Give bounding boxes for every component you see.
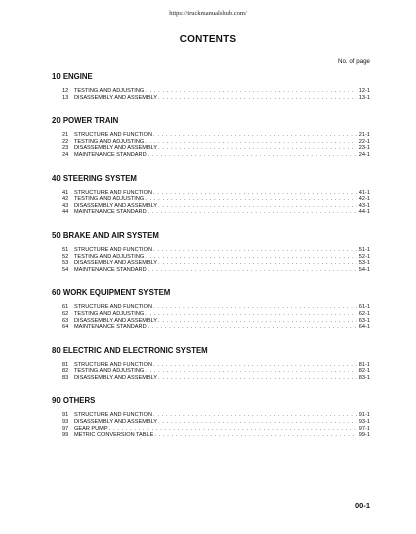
- section-title: 60 WORK EQUIPMENT SYSTEM: [52, 288, 171, 298]
- entry-number: 51: [62, 246, 69, 253]
- entry-title: DISASSEMBLY AND ASSEMBLY: [74, 374, 158, 381]
- entry-title: TESTING AND ADJUSTING: [74, 253, 145, 260]
- entry-number: 42: [62, 196, 69, 203]
- entry-page: 13-1: [358, 94, 370, 101]
- entry-title: TESTING AND ADJUSTING: [74, 196, 145, 203]
- entry-number: 64: [62, 324, 69, 331]
- entry-title: DISASSEMBLY AND ASSEMBLY: [74, 94, 158, 101]
- contents-entry: [52, 139, 370, 146]
- contents-entry: [52, 152, 370, 159]
- dot-leader: [145, 196, 357, 203]
- entry-page: 44-1: [358, 209, 370, 216]
- entry-title: MAINTENANCE STANDARD: [74, 266, 147, 273]
- entry-number: 83: [62, 374, 69, 381]
- dot-leader: [153, 132, 357, 139]
- entry-page: 63-1: [358, 317, 370, 324]
- dot-leader: [148, 209, 357, 216]
- entry-page: 83-1: [358, 374, 370, 381]
- contents-section: [52, 288, 370, 330]
- page-column-label: No. of page: [338, 58, 370, 65]
- contents-entry: [52, 88, 370, 95]
- entry-number: 97: [62, 425, 69, 432]
- contents-entry: [52, 318, 370, 325]
- entry-title: STRUCTURE AND FUNCTION: [74, 246, 153, 253]
- entry-title: MAINTENANCE STANDARD: [74, 324, 147, 331]
- entry-number: 62: [62, 310, 69, 317]
- entry-page: 81-1: [358, 361, 370, 368]
- contents-entry: [52, 426, 370, 433]
- entry-page: 22-1: [358, 138, 370, 145]
- entry-title: TESTING AND ADJUSTING: [74, 138, 145, 145]
- entry-title: DISASSEMBLY AND ASSEMBLY: [74, 145, 158, 152]
- contents-entry: [52, 95, 370, 102]
- dot-leader: [145, 311, 357, 318]
- contents-entry: [52, 247, 370, 254]
- dot-leader: [158, 95, 357, 102]
- dot-leader: [153, 304, 357, 311]
- dot-leader: [158, 375, 357, 382]
- dot-leader: [158, 260, 357, 267]
- entry-number: 52: [62, 253, 69, 260]
- section-title: 40 STEERING SYSTEM: [52, 173, 137, 183]
- entry-title: TESTING AND ADJUSTING: [74, 88, 145, 94]
- entry-page: 23-1: [358, 145, 370, 152]
- entry-number: 43: [62, 202, 69, 209]
- dot-leader: [158, 203, 357, 210]
- section-title: 90 OTHERS: [52, 396, 96, 406]
- entry-number: 24: [62, 151, 69, 158]
- entry-page: 61-1: [358, 304, 370, 311]
- entry-page: 82-1: [358, 368, 370, 375]
- entry-page: 21-1: [358, 132, 370, 139]
- entry-page: 91-1: [358, 412, 370, 419]
- contents-entry: [52, 254, 370, 261]
- dot-leader: [109, 426, 357, 433]
- entry-number: 54: [62, 266, 69, 273]
- entry-page: 54-1: [358, 266, 370, 273]
- contents-entry: [52, 260, 370, 267]
- dot-leader: [148, 267, 357, 274]
- page-number: 00-1: [354, 501, 370, 510]
- contents-section: [52, 116, 370, 158]
- dot-leader: [158, 318, 357, 325]
- contents-entry: [52, 190, 370, 197]
- dot-leader: [148, 324, 357, 331]
- entry-page: 41-1: [358, 189, 370, 196]
- entry-title: STRUCTURE AND FUNCTION: [74, 361, 153, 368]
- entry-title: TESTING AND ADJUSTING: [74, 368, 145, 375]
- dot-leader: [148, 152, 357, 159]
- entry-number: 81: [62, 361, 69, 368]
- entry-number: 13: [62, 94, 69, 101]
- entry-page: 24-1: [358, 151, 370, 158]
- contents-entry: [52, 324, 370, 331]
- dot-leader: [145, 254, 357, 261]
- dot-leader: [158, 145, 357, 152]
- dot-leader: [145, 88, 357, 95]
- entry-title: DISASSEMBLY AND ASSEMBLY: [74, 260, 158, 267]
- entry-number: 99: [62, 432, 69, 439]
- entry-title: DISASSEMBLY AND ASSEMBLY: [74, 317, 158, 324]
- contents-entry: [52, 419, 370, 426]
- entry-page: 43-1: [358, 202, 370, 209]
- contents-section: [52, 396, 370, 438]
- section-title: 10 ENGINE: [52, 72, 93, 81]
- contents-entry: [52, 132, 370, 139]
- entry-page: 97-1: [358, 425, 370, 432]
- entry-page: 64-1: [358, 324, 370, 331]
- entry-title: STRUCTURE AND FUNCTION: [74, 304, 153, 311]
- contents-entry: [52, 304, 370, 311]
- contents-entry: [52, 368, 370, 375]
- dot-leader: [153, 362, 357, 369]
- entry-title: STRUCTURE AND FUNCTION: [74, 412, 153, 419]
- entry-number: 41: [62, 189, 69, 196]
- dot-leader: [153, 412, 357, 419]
- entry-number: 23: [62, 145, 69, 152]
- entry-title: DISASSEMBLY AND ASSEMBLY: [74, 202, 158, 209]
- page-title: CONTENTS: [179, 34, 237, 45]
- entry-page: 52-1: [358, 253, 370, 260]
- contents-entry: [52, 196, 370, 203]
- entry-page: 12-1: [358, 88, 370, 94]
- contents-entry: [52, 311, 370, 318]
- entry-page: 99-1: [358, 432, 370, 439]
- entry-title: GEAR PUMP: [74, 425, 108, 432]
- dot-leader: [158, 419, 357, 426]
- contents-entry: [52, 203, 370, 210]
- entry-number: 53: [62, 260, 69, 267]
- dot-leader: [145, 368, 357, 375]
- contents-entry: [52, 362, 370, 369]
- entry-page: 51-1: [358, 246, 370, 253]
- entry-title: STRUCTURE AND FUNCTION: [74, 189, 153, 196]
- entry-number: 44: [62, 209, 69, 216]
- contents-entry: [52, 412, 370, 419]
- entry-number: 22: [62, 138, 69, 145]
- entry-number: 82: [62, 368, 69, 375]
- entry-title: METRIC CONVERSION TABLE: [74, 432, 154, 439]
- contents-section: [52, 72, 370, 101]
- dot-leader: [145, 139, 357, 146]
- section-title: 80 ELECTRIC AND ELECTRONIC SYSTEM: [52, 345, 208, 355]
- entry-number: 91: [62, 412, 69, 419]
- entry-page: 53-1: [358, 260, 370, 267]
- contents-entry: [52, 145, 370, 152]
- entry-number: 61: [62, 304, 69, 311]
- source-url[interactable]: https://truckmanualshub.com/: [169, 10, 247, 17]
- entry-title: TESTING AND ADJUSTING: [74, 310, 145, 317]
- contents-entry: [52, 267, 370, 274]
- entry-title: MAINTENANCE STANDARD: [74, 209, 147, 216]
- contents-entry: [52, 375, 370, 382]
- entry-title: STRUCTURE AND FUNCTION: [74, 132, 153, 139]
- entry-title: MAINTENANCE STANDARD: [74, 151, 147, 158]
- dot-leader: [154, 432, 356, 439]
- contents-list: [52, 72, 370, 454]
- entry-page: 62-1: [358, 310, 370, 317]
- dot-leader: [153, 190, 357, 197]
- entry-title: DISASSEMBLY AND ASSEMBLY: [74, 419, 158, 426]
- entry-number: 93: [62, 419, 69, 426]
- section-title: 50 BRAKE AND AIR SYSTEM: [52, 230, 159, 240]
- entry-number: 63: [62, 317, 69, 324]
- section-title: 20 POWER TRAIN: [52, 116, 119, 126]
- contents-entry: [52, 432, 370, 439]
- entry-page: 42-1: [358, 196, 370, 203]
- contents-section: [52, 174, 370, 216]
- entry-number: 21: [62, 132, 69, 139]
- contents-section: [52, 346, 370, 382]
- entry-page: 93-1: [358, 419, 370, 426]
- dot-leader: [153, 247, 357, 254]
- contents-entry: [52, 209, 370, 216]
- contents-section: [52, 231, 370, 273]
- entry-number: 12: [62, 88, 69, 94]
